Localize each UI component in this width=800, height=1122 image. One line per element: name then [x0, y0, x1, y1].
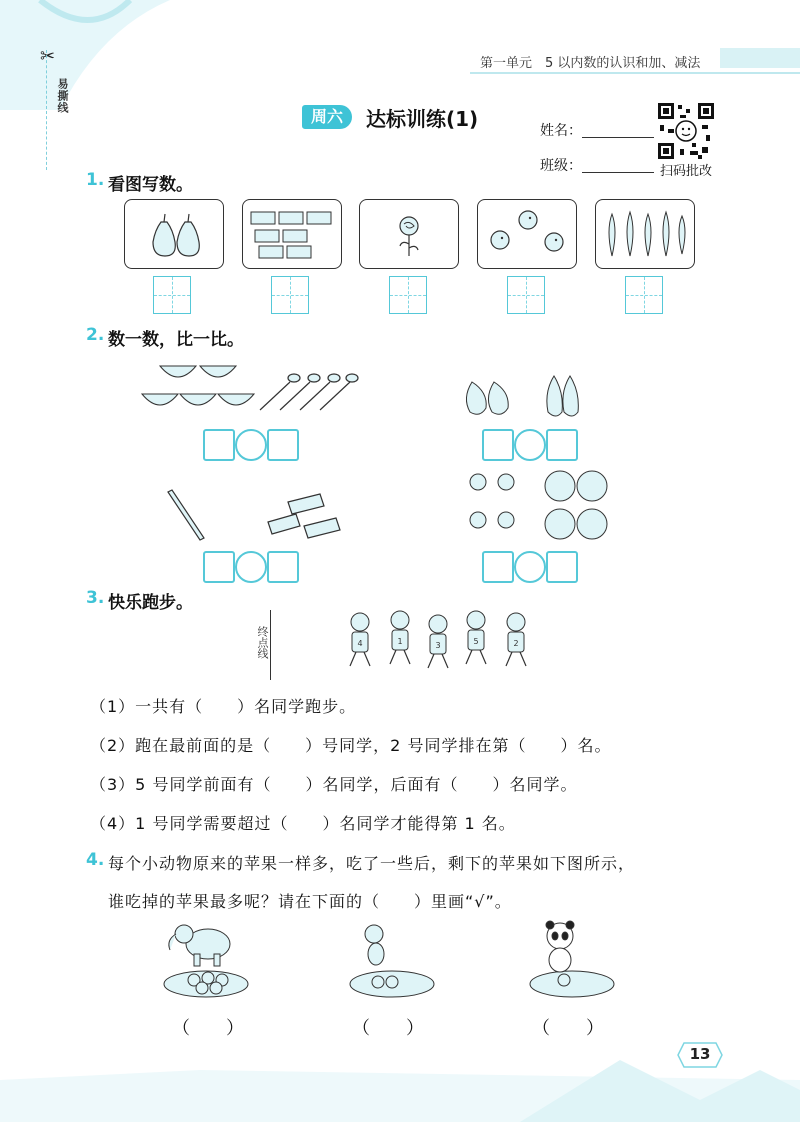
- q1-number: 1.: [86, 170, 105, 190]
- pears-and-eggplants-picture: [460, 368, 580, 420]
- page-number: 13: [689, 1045, 711, 1063]
- page-title: 达标训练(1): [366, 107, 479, 131]
- q1-picture-rose: [359, 199, 459, 269]
- cabbage-icon: [596, 200, 694, 268]
- q3-sub-2: （2）跑在最前面的是（ ）号同学，2 号同学排在第（ ）名。: [90, 736, 612, 755]
- bowls-and-spoons-picture: [140, 360, 360, 420]
- class-field[interactable]: [582, 172, 654, 173]
- scissors-icon: ✂: [40, 46, 56, 67]
- q2-compare-box-left[interactable]: [203, 551, 235, 583]
- q2-compare-box-right[interactable]: [546, 551, 578, 583]
- chick-icon: [478, 200, 576, 268]
- runner-number: 4: [357, 639, 363, 648]
- name-label: 姓名：: [540, 123, 582, 139]
- runners-picture: [340, 608, 540, 678]
- pen-and-erasers-picture: [160, 488, 360, 548]
- q1-picture-cabbages: [595, 199, 695, 269]
- q2-compare-circle[interactable]: [235, 429, 267, 461]
- unit-title: 第一单元 5 以内数的认识和加、减法: [480, 56, 701, 71]
- finish-line-label: 终点线: [256, 626, 269, 659]
- q2-number: 2.: [86, 325, 105, 345]
- q4-number: 4.: [86, 850, 105, 870]
- runner-number: 3: [435, 641, 441, 650]
- runner-number: 1: [397, 637, 403, 646]
- tear-line: [46, 50, 47, 170]
- q2-compare-box-left[interactable]: [482, 429, 514, 461]
- q1-answer-box[interactable]: [153, 276, 191, 314]
- q1-answer-box[interactable]: [625, 276, 663, 314]
- corner-decoration: [0, 0, 170, 110]
- monkey-with-apples-picture: [346, 920, 436, 1002]
- rose-icon: [360, 200, 458, 268]
- q1-text: 看图写数。: [108, 175, 193, 195]
- q2-compare-box-right[interactable]: [267, 429, 299, 461]
- q2-compare-box-right[interactable]: [267, 551, 299, 583]
- panda-with-apples-picture: [526, 920, 616, 1002]
- pear-icon: [125, 200, 223, 268]
- q3-number: 3.: [86, 588, 105, 608]
- finish-line: [270, 610, 271, 680]
- q2-text: 数一数，比一比。: [108, 330, 244, 350]
- q1-answer-box[interactable]: [389, 276, 427, 314]
- q3-sub-1: （1）一共有（ ）名同学跑步。: [90, 697, 357, 716]
- q4-answer-panda[interactable]: （ ）: [532, 1018, 604, 1039]
- q2-compare-box-left[interactable]: [482, 551, 514, 583]
- tigers-and-balls-picture: [466, 468, 616, 546]
- elephant-with-apples-picture: [160, 920, 250, 1002]
- q2-compare-box-left[interactable]: [203, 429, 235, 461]
- q1-picture-chicks: [477, 199, 577, 269]
- class-label: 班级：: [540, 158, 582, 174]
- header-divider: [470, 72, 800, 74]
- qr-caption: 扫码批改: [660, 164, 713, 179]
- tear-line-label: 易撕线: [56, 78, 69, 114]
- day-tag: 周六: [302, 105, 352, 129]
- runner-number: 2: [513, 639, 519, 648]
- q2-compare-circle[interactable]: [514, 551, 546, 583]
- header-band: [720, 48, 800, 68]
- runner-number: 5: [473, 637, 479, 646]
- q4-answer-monkey[interactable]: （ ）: [352, 1018, 424, 1039]
- q1-answer-box[interactable]: [271, 276, 309, 314]
- name-field[interactable]: [582, 137, 654, 138]
- q1-picture-pears: [124, 199, 224, 269]
- q4-text-line2: 谁吃掉的苹果最多呢？请在下面的（ ）里画“√”。: [108, 892, 512, 911]
- q4-answer-elephant[interactable]: （ ）: [172, 1018, 244, 1039]
- q3-sub-3: （3）5 号同学前面有（ ）名同学，后面有（ ）名同学。: [90, 775, 578, 794]
- q2-compare-circle[interactable]: [235, 551, 267, 583]
- q1-picture-blocks: [242, 199, 342, 269]
- q2-compare-box-right[interactable]: [546, 429, 578, 461]
- q3-text: 快乐跑步。: [108, 593, 193, 613]
- q4-text-line1: 每个小动物原来的苹果一样多，吃了一些后，剩下的苹果如下图所示，: [108, 854, 636, 873]
- qr-code-icon[interactable]: [658, 103, 714, 159]
- q1-answer-box[interactable]: [507, 276, 545, 314]
- block-icon: [243, 200, 341, 268]
- q2-compare-circle[interactable]: [514, 429, 546, 461]
- q3-sub-4: （4）1 号同学需要超过（ ）名同学才能得第 1 名。: [90, 814, 516, 833]
